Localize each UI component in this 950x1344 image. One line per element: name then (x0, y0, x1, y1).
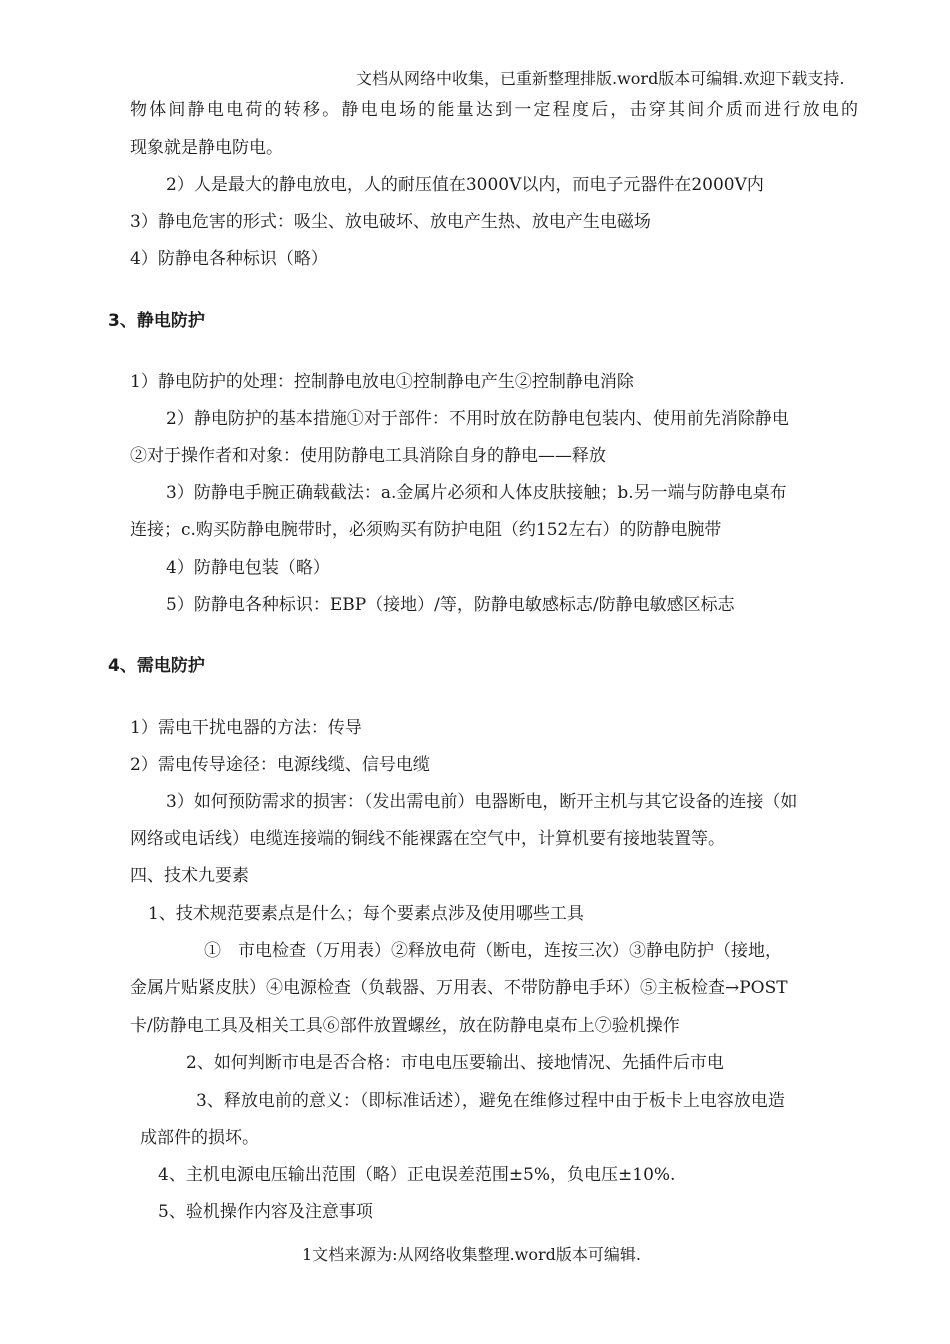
list-item: 1、技术规范要素点是什么；每个要素点涉及使用哪些工具 (148, 904, 584, 924)
list-item: 5）防静电各种标识：EBP（接地）/等，防静电敏感标志/防静电敏感区标志 (166, 595, 735, 615)
list-item: 1）静电防护的处理：控制静电放电①控制静电产生②控制静电消除 (130, 372, 634, 392)
page-footer: 1文档来源为:从网络收集整理.word版本可编辑. (302, 1245, 641, 1264)
body-line: 成部件的损坏。 (140, 1128, 259, 1148)
list-item: 2）人是最大的静电放电，人的耐压值在3000V以内，而电子元器件在2000V内 (166, 175, 764, 195)
list-item: 2）需电传导途径：电源线缆、信号电缆 (130, 755, 430, 775)
list-item: 2、如何判断市电是否合格：市电电压要输出、接地情况、先插件后市电 (186, 1053, 724, 1073)
list-item: 3、释放电前的意义：（即标准话述），避免在维修过程中由于板卡上电容放电造 (196, 1091, 785, 1111)
list-item: 1）需电干扰电器的方法：传导 (130, 718, 362, 738)
body-line: 连接；c.购买防静电腕带时，必须购买有防护电阻（约152左右）的防静电腕带 (130, 520, 722, 540)
body-line: 卡/防静电工具及相关工具⑥部件放置螺丝，放在防静电桌布上⑦验机操作 (130, 1016, 680, 1036)
body-line: 现象就是静电防电。 (130, 138, 283, 158)
body-line: 物体间静电电荷的转移。静电电场的能量达到一定程度后，击穿其间介质而进行放电的 (130, 100, 858, 120)
section-heading: 四、技术九要素 (130, 866, 249, 886)
body-line: 网络或电话线）电缆连接端的铜线不能裸露在空气中，计算机要有接地装置等。 (130, 829, 725, 849)
body-line: ②对于操作者和对象：使用防静电工具消除自身的静电——释放 (130, 446, 606, 466)
list-item: 4）防静电各种标识（略） (130, 249, 328, 269)
section-heading: 3、静电防护 (108, 311, 205, 331)
list-item: 3）防静电手腕正确载截法：a.金属片必须和人体皮肤接触；b.另一端与防静电桌布 (166, 483, 787, 503)
list-item: 2）静电防护的基本措施①对于部件：不用时放在防静电包装内、使用前先消除静电 (166, 409, 789, 429)
list-item: 3）静电危害的形式：吸尘、放电破坏、放电产生热、放电产生电磁场 (130, 212, 651, 232)
body-line: 金属片贴紧皮肤）④电源检查（负载器、万用表、不带防静电手环）⑤主板检查→POST (130, 978, 788, 998)
body-line: ① 市电检查（万用表）②释放电荷（断电，连按三次）③静电防护（接地， (204, 941, 782, 961)
list-item: 4）防静电包装（略） (166, 558, 330, 578)
page-header: 文档从网络中收集，已重新整理排版.word版本可编辑.欢迎下载支持. (356, 69, 845, 88)
list-item: 5、验机操作内容及注意事项 (158, 1202, 373, 1222)
section-heading: 4、需电防护 (108, 656, 205, 676)
list-item: 3）如何预防需求的损害：（发出需电前）电器断电，断开主机与其它设备的连接（如 (166, 792, 798, 812)
list-item: 4、主机电源电压输出范围（略）正电误差范围±5%，负电压±10%. (158, 1165, 676, 1185)
